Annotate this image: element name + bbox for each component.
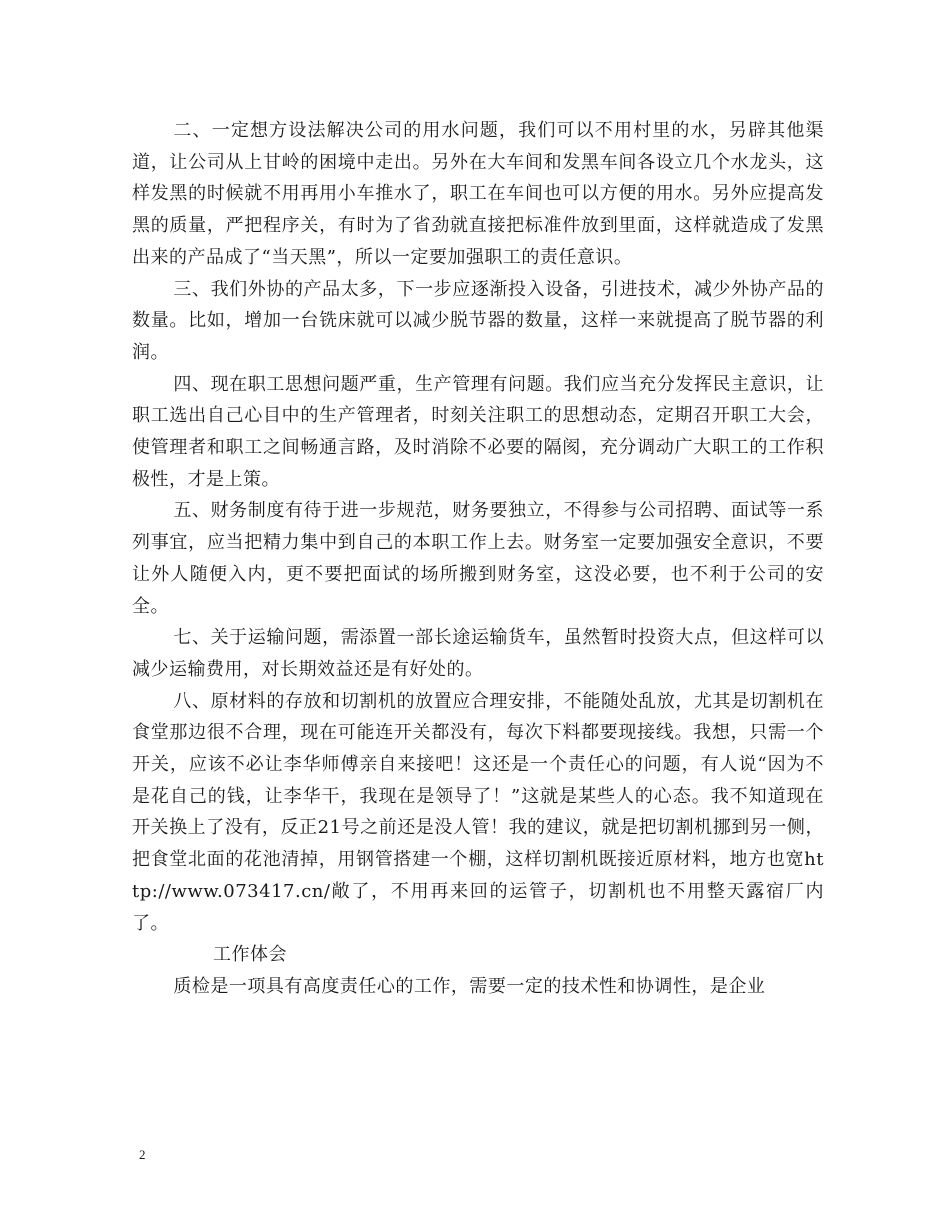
paragraph-quality-inspection: 质检是一项具有高度责任心的工作，需要一定的技术性和协调性，是企业 <box>173 975 766 997</box>
section-heading: 工作体会 <box>213 944 287 966</box>
paragraph-transport: 七、关于运输问题，需添置一部长途运输货车，虽然暂时投资大点，但这样可以减少运输费用，对长期效益还是有好处的。 <box>132 627 824 680</box>
paragraph-outsourcing: 三、我们外协的产品太多，下一步应逐渐投入设备，引进技术，减少外协产品的数量。比如，增加一台铣床就可以减少脱节器的数量，这样一来就提高了脱节器的利润。 <box>132 278 824 363</box>
paragraph-staff-management: 四、现在职工思想问题严重，生产管理有问题。我们应当充分发挥民主意识，让职工选出自己心目中的生产管理者，时刻关注职工的思想动态，定期召开职工大会，使管理者和职工之间畅通言路，及时消除不必要的隔阂，充分调动广大职工的工作积极性，才是上策。 <box>132 373 824 490</box>
document-body <box>132 115 824 1003</box>
paragraph-finance: 五、财务制度有待于进一步规范，财务要独立，不得参与公司招聘、面试等一系列事宜，应当把精力集中到自己的本职工作上去。财务室一定要加强安全意识，不要让外人随便入内，更不要把面试的场所搬到财务室，这没必要，也不利于公司的安全。 <box>132 500 824 617</box>
paragraph-water-supply: 二、一定想方设法解决公司的用水问题，我们可以不用村里的水，另辟其他渠道，让公司从上甘岭的困境中走出。另外在大车间和发黑车间各设立几个水龙头，这样发黑的时候就不用再用小车推水了，职工在车间也可以方便的用水。另外应提高发黑的质量，严把程序关，有时为了省劲就直接把标准件放到里面，这样就造成了发黑出来的产品成了“当天黑”，所以一定要加强职工的责任意识。 <box>132 120 824 268</box>
page-number: 2 <box>139 1147 146 1162</box>
paragraph-materials-cutter: 八、原材料的存放和切割机的放置应合理安排，不能随处乱放，尤其是切割机在食堂那边很不合理，现在可能连开关都没有，每次下料都要现接线。我想，只需一个开关，应该不必让李华师傅亲自来接吧！这还是一个责任心的问题，有人说“因为不是花自己的钱，让李华干，我现在是领导了！”这就是某些人的心态。我不知道现在开关换上了没有，反正21号之前还是没人管！我的建议，就是把切割机挪到另一侧，把食堂北面的花池清掉，用钢管搭建一个棚，这样切割机既接近原材料，地方也宽http://www.073417.cn/敞了，不用再来回的运管子，切割机也不用整天露宿厂内了。 <box>132 690 824 934</box>
